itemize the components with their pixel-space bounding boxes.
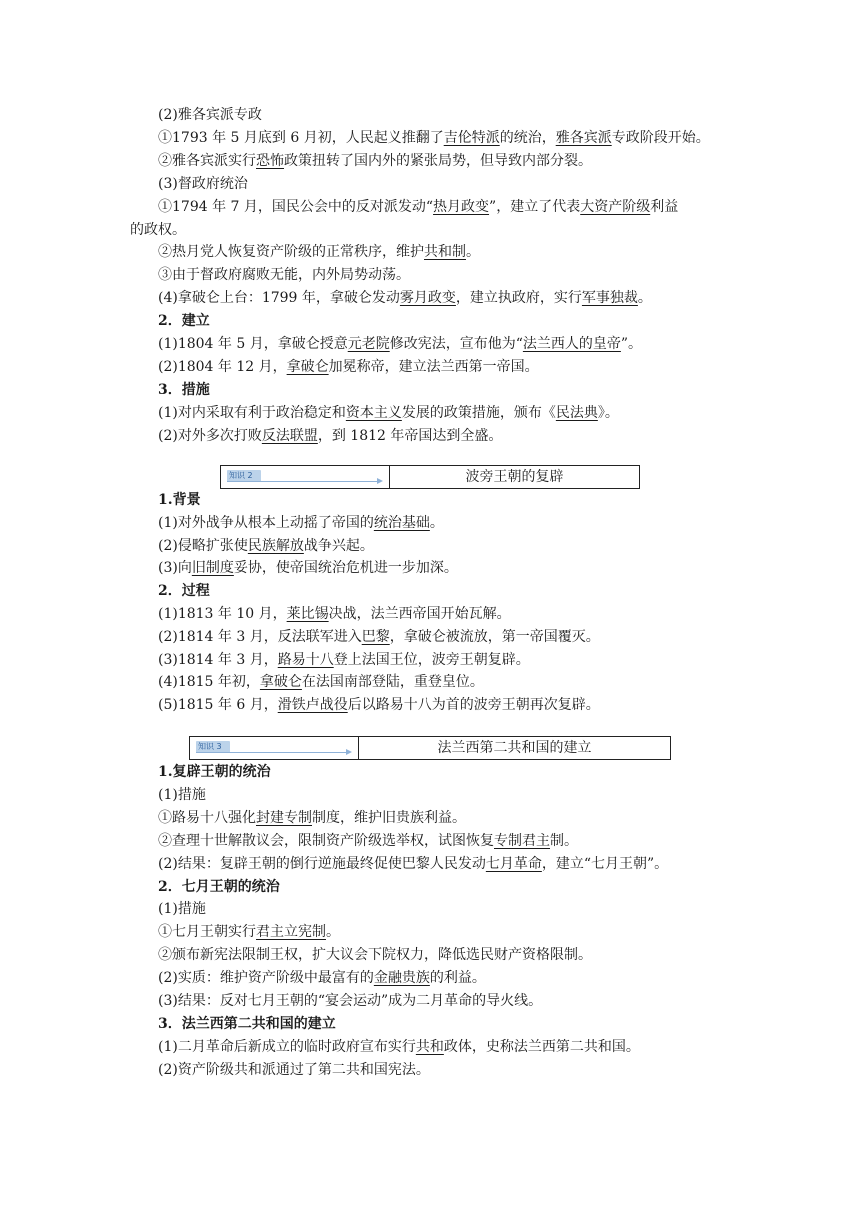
text-segment: 登上法国王位，波旁王朝复辟。 bbox=[333, 651, 530, 668]
underlined-term: 雾月政变 bbox=[399, 290, 456, 307]
text-segment: ③由于督政府腐败无能，内外局势动荡。 bbox=[158, 267, 410, 284]
underlined-term: 共和 bbox=[415, 1038, 444, 1055]
underlined-term: 统治基础 bbox=[373, 514, 430, 531]
underlined-term: 民族解放 bbox=[247, 537, 304, 554]
text-line bbox=[158, 356, 758, 379]
text-segment: 制度，维护旧贵族利益。 bbox=[312, 809, 466, 826]
text-segment: ②热月党人恢复资产阶级的正常秩序，维护 bbox=[158, 244, 424, 261]
text-line bbox=[158, 402, 758, 425]
text-segment: ”。 bbox=[620, 336, 643, 352]
text-segment: 后以路易十八为首的波旁王朝再次复辟。 bbox=[347, 697, 600, 714]
text-segment: (2)资产阶级共和派通过了第二共和国宪法。 bbox=[158, 1061, 430, 1078]
underlined-term: 军事独裁 bbox=[581, 290, 638, 307]
text-segment: (3)向 bbox=[158, 560, 192, 577]
underlined-term: 雅各宾派 bbox=[555, 129, 612, 146]
underlined-term: 巴黎 bbox=[361, 628, 390, 645]
text-line bbox=[158, 807, 758, 830]
text-segment: (1)对内采取有利于政治稳定和 bbox=[158, 404, 346, 421]
text-segment: ②颁布新宪法限制王权，扩大议会下院权力，降低选民财产资格限制。 bbox=[158, 947, 592, 964]
text-segment: 。 bbox=[466, 244, 480, 261]
text-segment: 加冕称帝，建立法兰西第一帝国。 bbox=[328, 358, 539, 375]
text-segment: (3)1814 年 3 月， bbox=[158, 651, 278, 668]
text-segment: ②查理十世解散议会，限制资产阶级选举权，试图恢复 bbox=[158, 832, 494, 849]
text-segment: (2)雅各宾派专政 bbox=[158, 107, 262, 123]
text-line bbox=[158, 990, 758, 1013]
underlined-term: 旧制度 bbox=[191, 560, 234, 577]
underlined-term: 莱比锡 bbox=[286, 606, 329, 622]
underlined-term: 吉伦特派 bbox=[443, 129, 500, 146]
text-segment: 政体，史称法兰西第二共和国。 bbox=[443, 1038, 640, 1055]
text-segment: (1)1813 年 10 月， bbox=[158, 606, 287, 622]
text-segment: 专政阶段开始。 bbox=[611, 129, 710, 146]
underlined-term: 封建专制 bbox=[256, 809, 312, 826]
text-segment: (3)结果：反对七月王朝的“宴会运动”成为二月革命的导火线。 bbox=[158, 993, 543, 1009]
text-line bbox=[158, 853, 758, 876]
underlined-term: 法兰西人的皇帝 bbox=[522, 336, 621, 352]
text-segment: 发展的政策措施，颁布《 bbox=[401, 404, 556, 421]
knowledge-title-3: 法兰西第二共和国的建立 bbox=[437, 740, 592, 756]
underlined-term: 金融贵族 bbox=[373, 970, 430, 987]
underlined-term: 拿破仑 bbox=[259, 674, 302, 691]
text-segment: (1)二月革命后新成立的临时政府宣布实行 bbox=[158, 1038, 416, 1055]
text-segment: 在法国南部登陆，重登皇位。 bbox=[301, 674, 484, 691]
section-subheading bbox=[158, 489, 758, 512]
text-segment: 的利益。 bbox=[429, 970, 486, 987]
knowledge-badge-2: 知识 2 bbox=[227, 470, 261, 482]
text-segment: (4)拿破仑上台：1799 年，拿破仑发动 bbox=[158, 290, 400, 307]
text-line bbox=[158, 944, 758, 967]
text-line bbox=[158, 784, 758, 807]
arrow-line bbox=[196, 752, 346, 753]
knowledge-title-2: 波旁王朝的复辟 bbox=[465, 469, 564, 485]
text-segment: 1.复辟王朝的统治 bbox=[158, 764, 271, 780]
text-segment: 2．建立 bbox=[158, 313, 210, 330]
text-segment: 2．七月王朝的统治 bbox=[158, 878, 280, 895]
knowledge-tag-3 bbox=[190, 737, 359, 759]
underlined-term: 大资产阶级 bbox=[580, 198, 651, 215]
text-segment: 战争兴起。 bbox=[303, 537, 374, 554]
text-segment: 2．过程 bbox=[158, 583, 210, 600]
underlined-term: 恐怖 bbox=[256, 152, 284, 169]
section-subheading bbox=[158, 761, 758, 784]
text-segment: 修改宪法，宣布他为“ bbox=[389, 336, 523, 352]
text-line bbox=[158, 535, 758, 558]
section-subheading bbox=[158, 580, 758, 603]
text-segment: ①七月王朝实行 bbox=[158, 924, 256, 941]
text-line bbox=[158, 830, 758, 853]
section-subheading bbox=[158, 1013, 758, 1036]
section-subheading bbox=[158, 876, 758, 899]
text-segment: (2)对外多次打败 bbox=[158, 427, 262, 444]
text-segment: (1)对外战争从根本上动摇了帝国的 bbox=[158, 514, 374, 531]
text-line bbox=[158, 264, 758, 287]
underlined-term: 拿破仑 bbox=[286, 358, 329, 375]
text-segment: (2)实质：维护资产阶级中最富有的 bbox=[158, 970, 374, 987]
knowledge-header-2 bbox=[220, 465, 640, 489]
text-segment: 。 bbox=[326, 924, 340, 941]
text-line bbox=[158, 694, 758, 717]
text-line bbox=[158, 921, 758, 944]
text-segment: (2)1814 年 3 月，反法联军进入 bbox=[158, 628, 362, 645]
text-segment: ，拿破仑被流放，第一帝国覆灭。 bbox=[389, 628, 600, 645]
text-segment: (4)1815 年初， bbox=[158, 674, 260, 691]
text-line bbox=[158, 557, 758, 580]
text-segment: ②雅各宾派实行 bbox=[158, 152, 256, 169]
text-line bbox=[158, 967, 758, 990]
text-line bbox=[158, 196, 758, 219]
underlined-term: 共和制 bbox=[424, 244, 466, 261]
text-segment: 政策扭转了国内外的紧张局势，但导致内部分裂。 bbox=[284, 152, 592, 169]
text-segment: (2)结果：复辟王朝的倒行逆施最终促使巴黎人民发动 bbox=[158, 855, 486, 872]
section-subheading bbox=[158, 379, 758, 402]
text-line bbox=[158, 173, 758, 196]
text-line bbox=[158, 287, 758, 310]
text-line bbox=[158, 626, 758, 649]
text-line bbox=[158, 898, 758, 921]
underlined-term: 专制君主 bbox=[494, 832, 550, 849]
text-segment: (2)侵略扩张使 bbox=[158, 537, 248, 554]
text-line bbox=[158, 333, 758, 356]
arrow-line bbox=[227, 481, 377, 482]
text-segment: ，建立执政府，实行 bbox=[455, 290, 582, 307]
text-segment: 妥协，使帝国统治危机进一步加深。 bbox=[233, 560, 458, 577]
text-line bbox=[158, 241, 758, 264]
text-segment: (1)措施 bbox=[158, 901, 206, 918]
text-segment: (1)措施 bbox=[158, 786, 206, 803]
text-segment: (1)1804 年 5 月，拿破仑授意 bbox=[158, 336, 348, 352]
text-segment: 3．法兰西第二共和国的建立 bbox=[158, 1015, 336, 1032]
text-line bbox=[158, 603, 758, 626]
text-segment: 的政权。 bbox=[130, 221, 186, 238]
underlined-term: 反法联盟 bbox=[261, 427, 318, 444]
text-line bbox=[158, 1036, 758, 1059]
section-subheading bbox=[158, 310, 758, 333]
text-segment: 。 bbox=[637, 290, 652, 307]
text-segment: 3．措施 bbox=[158, 381, 210, 398]
text-line bbox=[158, 1059, 758, 1082]
knowledge-header-3 bbox=[189, 736, 671, 760]
text-segment: 》。 bbox=[597, 404, 619, 421]
underlined-term: 滑铁卢战役 bbox=[277, 697, 348, 714]
arrow-right-icon bbox=[346, 749, 352, 755]
underlined-term: 热月政变 bbox=[433, 198, 490, 215]
underlined-term: 民法典 bbox=[555, 404, 598, 421]
text-line bbox=[158, 127, 758, 150]
text-segment: 。 bbox=[429, 514, 444, 531]
underlined-term: 七月革命 bbox=[485, 855, 542, 872]
text-line bbox=[158, 104, 758, 127]
text-segment: (3)督政府统治 bbox=[158, 175, 248, 192]
text-segment: ①1794 年 7 月，国民公会中的反对派发动“ bbox=[158, 198, 434, 215]
text-segment: 的统治， bbox=[499, 129, 556, 146]
knowledge-tag-2 bbox=[221, 466, 390, 488]
text-line bbox=[158, 649, 758, 672]
text-segment: ①路易十八强化 bbox=[158, 809, 256, 826]
underlined-term: 资本主义 bbox=[345, 404, 402, 421]
underlined-term: 路易十八 bbox=[277, 651, 334, 668]
text-segment: ①1793 年 5 月底到 6 月初，人民起义推翻了 bbox=[158, 129, 444, 146]
text-line bbox=[158, 671, 758, 694]
text-segment: ，建立“七月王朝”。 bbox=[541, 855, 669, 872]
text-segment: 1.背景 bbox=[158, 492, 201, 508]
text-segment: (2)1804 年 12 月， bbox=[158, 358, 287, 375]
text-line bbox=[158, 425, 758, 448]
text-segment: 利益 bbox=[650, 198, 679, 215]
knowledge-badge-3: 知识 3 bbox=[196, 741, 230, 753]
underlined-term: 元老院 bbox=[347, 336, 390, 352]
underlined-term: 君主立宪制 bbox=[256, 924, 326, 941]
text-line bbox=[158, 150, 758, 173]
text-line bbox=[158, 512, 758, 535]
text-line bbox=[130, 219, 730, 242]
text-segment: (5)1815 年 6 月， bbox=[158, 697, 278, 714]
text-segment: 制。 bbox=[550, 832, 578, 849]
text-segment: ，到 1812 年帝国达到全盛。 bbox=[317, 427, 503, 444]
arrow-right-icon bbox=[377, 478, 383, 484]
text-segment: ”，建立了代表 bbox=[489, 198, 581, 215]
text-segment: 决战，法兰西帝国开始瓦解。 bbox=[328, 606, 511, 622]
